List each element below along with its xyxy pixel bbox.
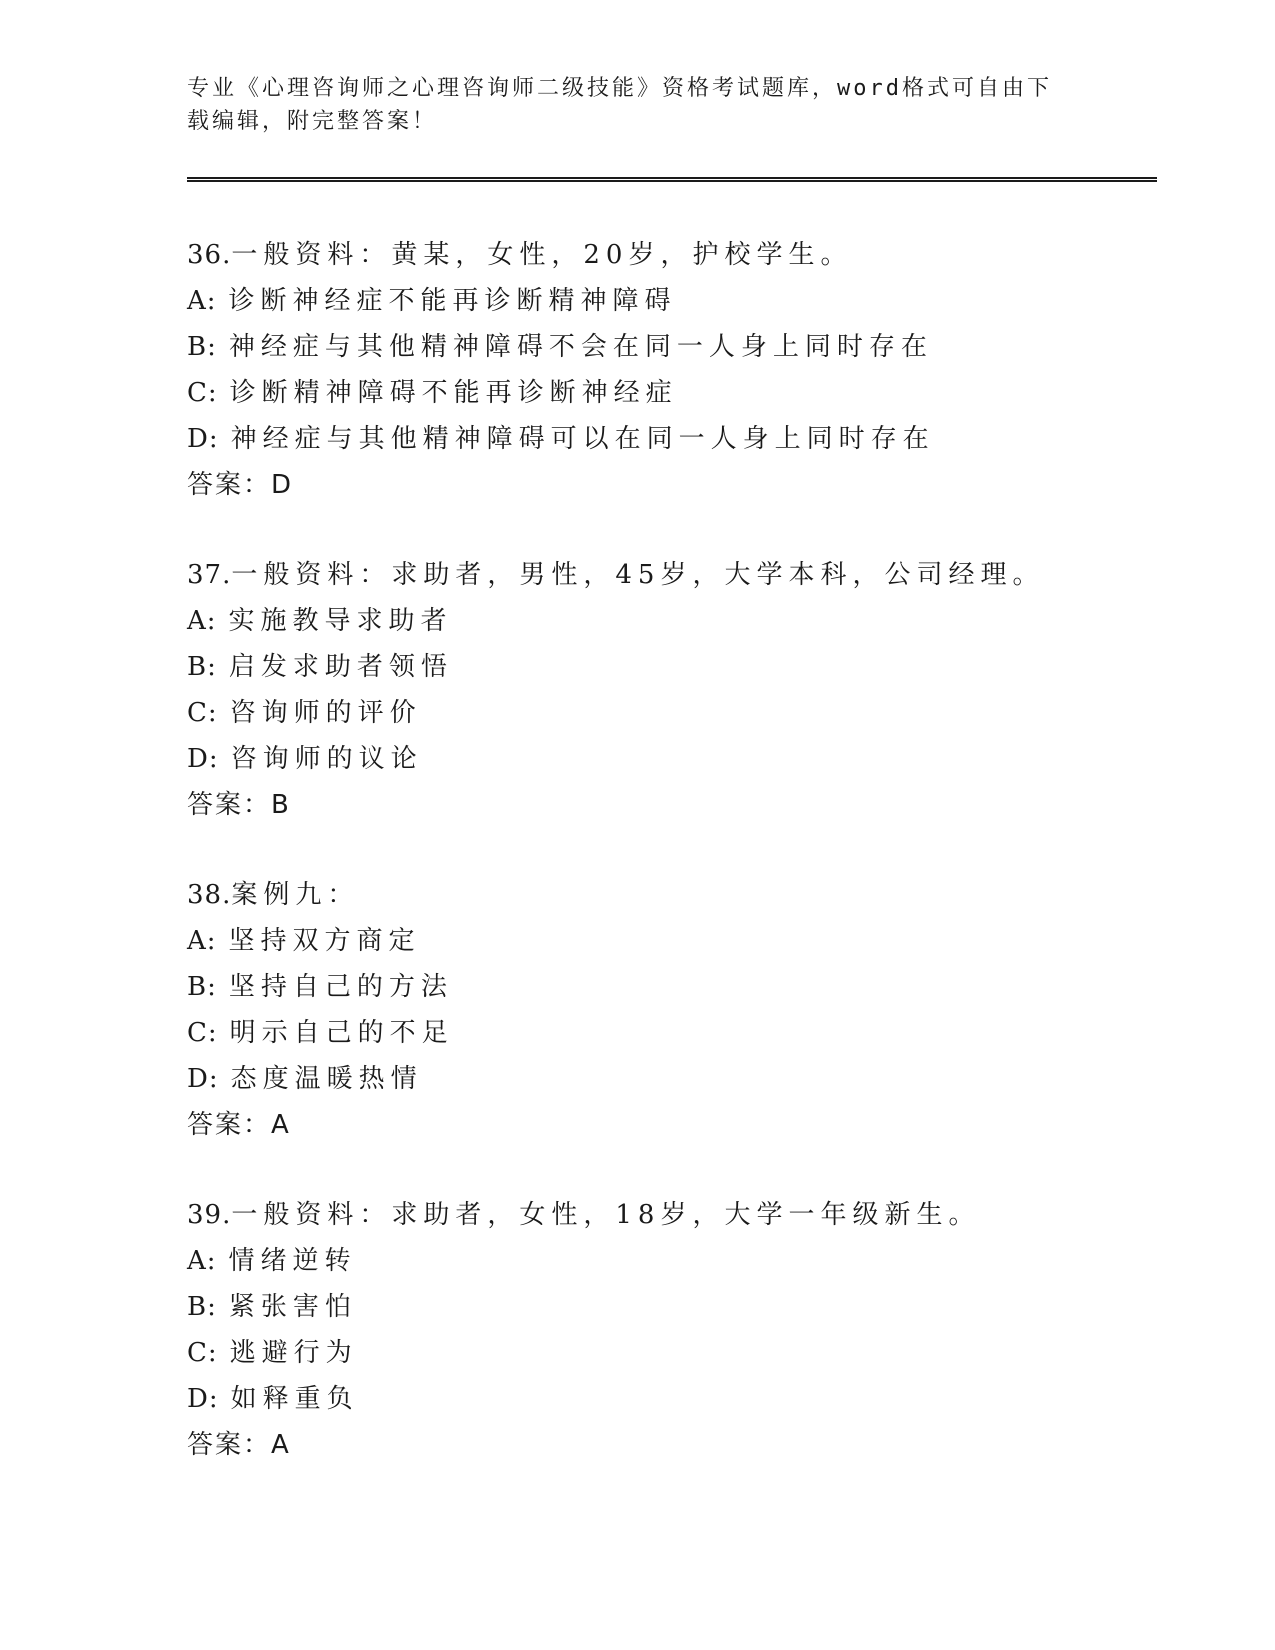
question-number: 38. <box>187 880 232 910</box>
option-text: 诊断神经症不能再诊断精神障碍 <box>228 286 677 316</box>
question-text: 案例九： <box>231 880 360 910</box>
question-number: 37. <box>187 560 232 590</box>
option-key: A: <box>187 286 217 316</box>
answer-value: D <box>271 470 294 500</box>
option-key: A: <box>187 606 217 636</box>
answer-label: 答案： <box>187 790 272 820</box>
option-text: 启发求助者领悟 <box>228 652 453 682</box>
option-text: 神经症与其他精神障碍可以在同一人身上同时存在 <box>230 424 935 454</box>
option-key: C: <box>187 1018 218 1048</box>
option-text: 明示自己的不足 <box>229 1018 454 1048</box>
question-stem <box>187 1192 1187 1238</box>
question-text: 一般资料：黄某，女性，20岁，护校学生。 <box>231 240 853 270</box>
document-header: 专业《心理咨询师之心理咨询师二级技能》资格考试题库，word格式可自由下载编辑，附完整答案！ <box>187 76 1052 134</box>
question-text: 一般资料：求助者，男性，45岁，大学本科，公司经理。 <box>231 560 1045 590</box>
answer-line <box>187 1422 1187 1468</box>
option-text: 坚持双方商定 <box>228 926 421 956</box>
answer-option <box>187 598 1187 644</box>
option-text: 态度温暖热情 <box>230 1064 423 1094</box>
option-text: 坚持自己的方法 <box>228 972 453 1002</box>
header-double-rule <box>187 177 1157 182</box>
option-key: A: <box>187 926 217 956</box>
answer-option <box>187 1010 1187 1056</box>
answer-option <box>187 964 1187 1010</box>
option-key: D: <box>187 424 219 454</box>
question-text: 一般资料：求助者，女性，18岁，大学一年级新生。 <box>231 1200 981 1230</box>
answer-option <box>187 416 1187 462</box>
answer-label: 答案： <box>187 1110 272 1140</box>
question-number: 39. <box>187 1200 232 1230</box>
answer-option <box>187 370 1187 416</box>
answer-option <box>187 1238 1187 1284</box>
question-list <box>187 232 1187 1512</box>
question-stem <box>187 232 1187 278</box>
option-text: 神经症与其他精神障碍不会在同一人身上同时存在 <box>228 332 933 362</box>
question-block <box>187 552 1187 828</box>
option-key: D: <box>187 744 219 774</box>
option-text: 逃避行为 <box>229 1338 358 1368</box>
question-block <box>187 1192 1187 1468</box>
option-key: B: <box>187 1292 217 1322</box>
answer-option <box>187 1056 1187 1102</box>
question-block <box>187 232 1187 508</box>
question-stem <box>187 872 1187 918</box>
option-key: C: <box>187 1338 218 1368</box>
answer-option <box>187 918 1187 964</box>
answer-option <box>187 1376 1187 1422</box>
option-key: D: <box>187 1064 219 1094</box>
question-number: 36. <box>187 240 232 270</box>
option-text: 咨询师的议论 <box>230 744 423 774</box>
answer-value: A <box>271 1430 291 1460</box>
answer-option <box>187 1330 1187 1376</box>
option-text: 咨询师的评价 <box>229 698 422 728</box>
option-key: D: <box>187 1384 219 1414</box>
answer-line <box>187 1102 1187 1148</box>
option-text: 实施教导求助者 <box>228 606 453 636</box>
option-key: B: <box>187 332 217 362</box>
answer-option <box>187 690 1187 736</box>
answer-option <box>187 1284 1187 1330</box>
option-text: 如释重负 <box>230 1384 359 1414</box>
option-key: B: <box>187 972 217 1002</box>
answer-label: 答案： <box>187 470 272 500</box>
answer-option <box>187 644 1187 690</box>
option-text: 情绪逆转 <box>228 1246 357 1276</box>
answer-value: B <box>271 790 291 820</box>
question-block <box>187 872 1187 1148</box>
option-key: C: <box>187 698 218 728</box>
answer-line <box>187 462 1187 508</box>
answer-value: A <box>271 1110 291 1140</box>
option-key: A: <box>187 1246 217 1276</box>
answer-line <box>187 782 1187 828</box>
option-key: C: <box>187 378 218 408</box>
option-text: 诊断精神障碍不能再诊断神经症 <box>229 378 678 408</box>
answer-option <box>187 736 1187 782</box>
option-key: B: <box>187 652 217 682</box>
answer-option <box>187 324 1187 370</box>
answer-label: 答案： <box>187 1430 272 1460</box>
question-stem <box>187 552 1187 598</box>
answer-option <box>187 278 1187 324</box>
option-text: 紧张害怕 <box>228 1292 357 1322</box>
